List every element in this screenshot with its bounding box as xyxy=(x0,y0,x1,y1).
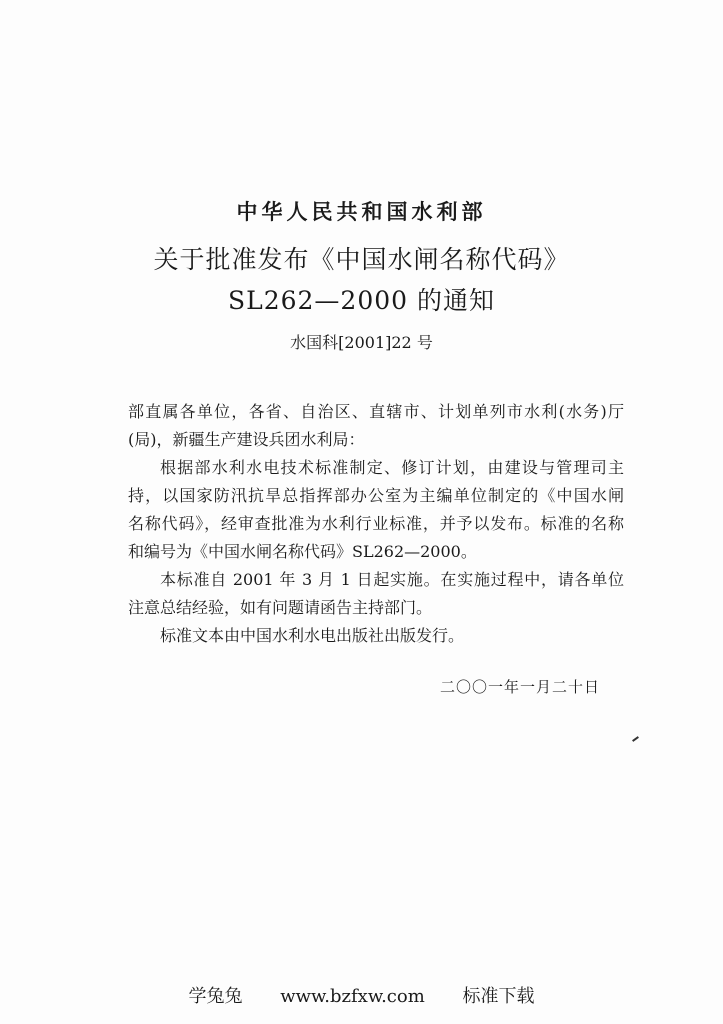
paragraph-line: 注意总结经验，如有问题请函告主持部门。 xyxy=(128,598,433,617)
body-paragraph-3 xyxy=(128,622,624,650)
addressee-line: (局)，新疆生产建设兵团水利局： xyxy=(128,430,365,449)
notice-title-line1: 关于批准发布《中国水闸名称代码》 xyxy=(153,245,570,274)
paragraph-line: 持，以国家防汛抗旱总指挥部办公室为主编单位制定的《中国水闸 xyxy=(128,486,624,505)
issue-date: 二〇〇一年一月二十日 xyxy=(440,678,601,696)
footer-slogan: 标准下载 xyxy=(462,986,535,1007)
footer-watermark xyxy=(0,982,723,1008)
notice-title-line2: SL262—2000 的通知 xyxy=(227,286,495,315)
document-number: 水国科[2001]22 号 xyxy=(290,333,433,352)
body-paragraph-1 xyxy=(128,454,624,566)
issuer-heading: 中华人民共和国水利部 xyxy=(236,199,487,224)
scan-mark xyxy=(632,736,639,742)
addressee-line: 部直属各单位，各省、自治区、直辖市、计划单列市水利(水务)厅 xyxy=(128,402,624,421)
paragraph-line: 和编号为《中国水闸名称代码》SL262—2000。 xyxy=(128,542,477,561)
paragraph-line: 本标准自 2001 年 3 月 1 日起实施。在实施过程中，请各单位 xyxy=(160,570,624,589)
paragraph-line: 名称代码》，经审查批准为水利行业标准，并予以发布。标准的名称 xyxy=(128,514,624,533)
paragraph-line: 根据部水利水电技术标准制定、修订计划，由建设与管理司主 xyxy=(160,458,624,477)
body-paragraph-2 xyxy=(128,566,624,622)
footer-site-name: 学兔兔 xyxy=(188,986,243,1007)
paragraph-line: 标准文本由中国水利水电出版社出版发行。 xyxy=(160,626,465,645)
addressee-paragraph xyxy=(128,398,624,454)
footer-url[interactable]: www.bzfxw.com xyxy=(280,986,425,1007)
